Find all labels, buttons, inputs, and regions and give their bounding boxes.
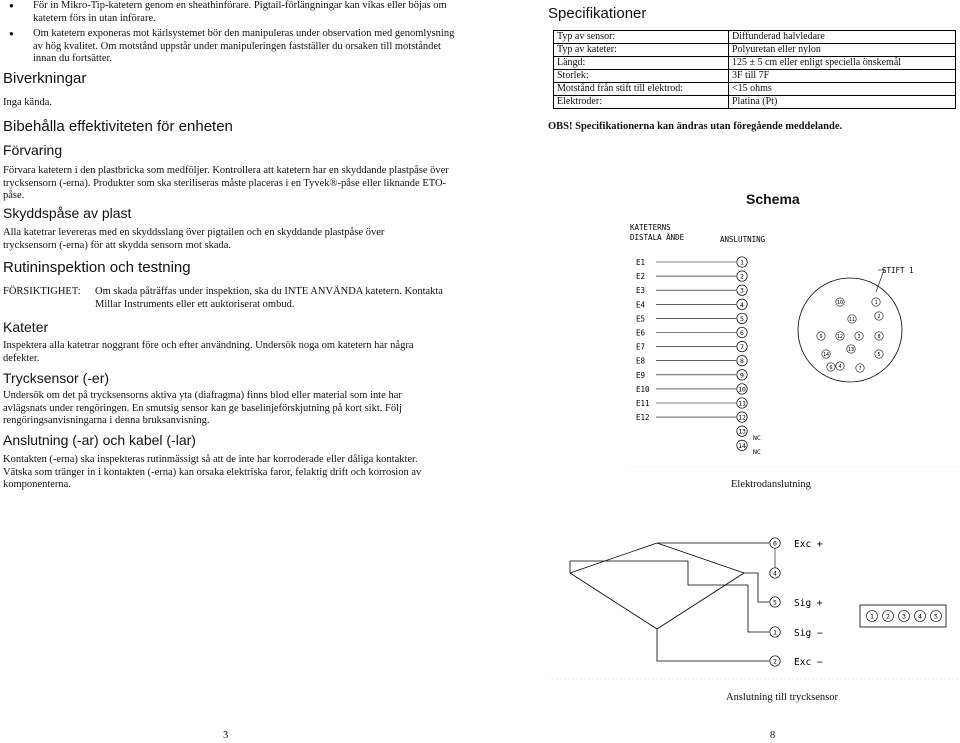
pin-label: 14	[738, 441, 746, 450]
connector-pin-label: 12	[836, 334, 844, 340]
skyddspase-heading: Skyddspåse av plast	[3, 205, 132, 221]
connector-pin-label: 4	[918, 612, 922, 621]
connector-pin-label: 5	[934, 612, 938, 621]
electrode-label: E4	[636, 300, 646, 310]
pin-label: 13	[738, 427, 746, 436]
electrode-caption: Elektrodanslutning	[731, 479, 811, 490]
electrode-label: E7	[636, 342, 646, 352]
page-number: 3	[223, 730, 229, 741]
nc-label: NC	[753, 434, 761, 442]
bullet-list	[3, 0, 463, 69]
forsiktighet-text: Om skada påträffas under inspektion, ska du INTE ANVÄNDA katetern. Kontakta Millar Instruments eller ett auktoriserat ombud.	[95, 286, 443, 310]
sensor-caption: Anslutning till trycksensor	[726, 692, 838, 703]
connector-pin-label: 7	[858, 366, 862, 372]
forsiktighet-label: FÖRSIKTIGHET:	[3, 286, 81, 297]
spec-label: Längd:	[554, 57, 729, 70]
table-row	[554, 83, 956, 96]
connector-pin-label: 3	[902, 612, 906, 621]
table-row	[554, 96, 956, 109]
trycksensor-heading: Trycksensor (-er)	[3, 370, 110, 386]
bullet-item: ● Om katetern exponeras mot kärlsystemet bör den manipuleras under observation med genomlysning av hög kvalitet. Om motstånd uppstår under manipuleringen fastställer du orsaken till motståndet innan du fortsätter.	[33, 28, 463, 66]
pin-label: 9	[740, 371, 744, 380]
trycksensor-text: Undersök om det på trycksensorns aktiva yta (diafragma) finns blod eller material som inte har avlägsnats under rengöringen. En smutsig sensor kan ge baselinjeförskjutning på kort sikt. Följ rengöringsanvisningarna i denna bruksanvisning.	[3, 390, 402, 426]
skyddspase-text: Alla katetrar levereras med en skyddsslang över pigtailen och en skyddande plastpåse över trycksensorn (-erna) för att skydda sensorn mot skada.	[3, 227, 385, 251]
rutin-heading: Rutininspektion och testning	[3, 259, 191, 276]
connector-pin-label: 9	[819, 334, 823, 340]
spec-heading: Specifikationer	[548, 5, 647, 22]
bullet-item: ● För in Mikro-Tip-katetern genom en sheathinförare. Pigtail-förlängningar kan vikas eller böjas om katetern förs in utan införare.	[33, 0, 463, 25]
electrode-label: E10	[636, 384, 650, 394]
pin-label: 4	[773, 569, 777, 578]
pin-label: 11	[738, 399, 746, 408]
anslutning-text: Kontakten (-erna) ska inspekteras rutinmässigt så att de inte har korroderade eller dåliga kontakter. Vätska som tränger in i kontakten (-erna) kan orsaka elektriska faror, felaktig drift och korrosion av komponenterna.	[3, 454, 422, 490]
bridge-resistor	[570, 543, 657, 573]
electrode-label: E5	[636, 314, 646, 324]
connector-pin-label: 5	[877, 352, 881, 358]
forvaring-text: Förvara katetern i den plastbricka som medföljer. Kontrollera att katetern har en skyddande plastpåse över trycksensorn (-erna). Produkter som ska steriliseras måste placeras i en Tyvek®-påse eller liknande ETO-påse.	[3, 165, 449, 201]
electrode-label: E8	[636, 356, 646, 366]
spec-label: Typ av kateter:	[554, 44, 729, 57]
schema-heading: Schema	[746, 191, 800, 207]
anslutning-heading: Anslutning (-ar) och kabel (-lar)	[3, 432, 196, 448]
spec-label: Storlek:	[554, 70, 729, 83]
connector-label: ANSLUTNING	[720, 235, 766, 244]
electrode-label: E9	[636, 370, 646, 380]
connector-pin-label: 6	[829, 365, 833, 371]
bridge-resistor	[570, 573, 657, 629]
kateter-text: Inspektera alla katetrar noggrant före och efter användning. Undersök noga om katetern har några defekter.	[3, 340, 414, 364]
forvaring-heading: Förvaring	[3, 142, 63, 158]
circle-pin-group	[817, 298, 883, 372]
connector-pin-label: 4	[838, 364, 842, 370]
electrode-diagram	[548, 218, 960, 468]
sensor-wiring	[548, 538, 960, 679]
pin-label: 5	[773, 598, 777, 607]
distal-end-label: KATETERNS	[630, 223, 671, 232]
pin-label: 8	[740, 357, 744, 366]
obs-note: OBS! Specifikationerna kan ändras utan föregående meddelande.	[548, 121, 843, 132]
table-row	[554, 70, 956, 83]
pin-label: 1	[773, 628, 777, 637]
sensor-diagram	[548, 533, 960, 683]
electrode-rows	[630, 257, 960, 467]
spec-value: <15 ohms	[729, 83, 956, 96]
spec-value: Polyuretan eller nylon	[729, 44, 956, 57]
circular-connector	[798, 278, 902, 382]
connector-pin-label: 14	[822, 352, 830, 358]
electrode-label: E6	[636, 328, 646, 338]
connector-pin-label: 1	[874, 300, 878, 306]
pin-label: 12	[738, 413, 746, 422]
wire-line	[657, 629, 769, 661]
pin-label: 7	[740, 343, 744, 352]
pin-label: 1	[740, 258, 744, 267]
bridge-resistor	[657, 543, 744, 573]
table-row	[554, 57, 956, 70]
signal-label: Exc −	[794, 657, 823, 668]
table-row	[554, 31, 956, 44]
signal-label: Sig −	[794, 628, 823, 639]
connector-pin-label: 3	[857, 334, 861, 340]
spec-value: Diffunderad halvledare	[729, 31, 956, 44]
spec-value: 3F till 7F	[729, 70, 956, 83]
electrode-label: E2	[636, 272, 646, 282]
pin-label: 5	[740, 314, 744, 323]
spec-table	[553, 30, 956, 109]
electrode-label: E1	[636, 258, 646, 267]
connector-pin-label: 2	[886, 612, 890, 621]
table-row	[554, 44, 956, 57]
connector-pin-label: 11	[848, 317, 856, 323]
electrode-label: E12	[636, 413, 650, 423]
stift-label: STIFT 1	[882, 266, 914, 275]
spec-label: Elektroder:	[554, 96, 729, 109]
bridge-resistor	[657, 573, 744, 629]
page-number: 8	[770, 730, 776, 741]
electrode-label: E3	[636, 286, 646, 296]
pin-label: 6	[773, 539, 777, 548]
signal-label: Exc +	[794, 539, 823, 550]
nc-label: NC	[753, 448, 761, 456]
pin-label: 10	[738, 385, 746, 394]
pin-label: 6	[740, 329, 744, 337]
pin-label: 4	[740, 300, 744, 309]
bibehalla-heading: Bibehålla effektiviteten för enheten	[3, 118, 233, 135]
kateter-heading: Kateter	[3, 319, 49, 335]
spec-label: Typ av sensor:	[554, 31, 729, 44]
biverkningar-heading: Biverkningar	[3, 70, 87, 87]
connector-pin-label: 2	[877, 314, 881, 320]
connector-pin-label: 10	[836, 300, 844, 306]
connector-pin-label: 13	[847, 347, 855, 353]
electrode-label: E11	[636, 399, 650, 408]
spec-value: Platina (Pt)	[729, 96, 956, 109]
pin-label: 3	[740, 286, 744, 295]
connector-pin-label: 1	[870, 612, 874, 621]
spec-label: Motstånd från stift till elektrod:	[554, 83, 729, 96]
pin-label: 2	[773, 657, 777, 666]
spec-value: 125 ± 5 cm eller enligt speciella önskemål	[729, 57, 956, 70]
biverkningar-text: Inga kända.	[3, 97, 52, 108]
signal-label: Sig +	[794, 598, 823, 609]
pin-label: 2	[740, 272, 744, 281]
distal-end-label: DISTALA ÄNDE	[630, 233, 685, 242]
connector-pin-label: 8	[877, 334, 881, 340]
